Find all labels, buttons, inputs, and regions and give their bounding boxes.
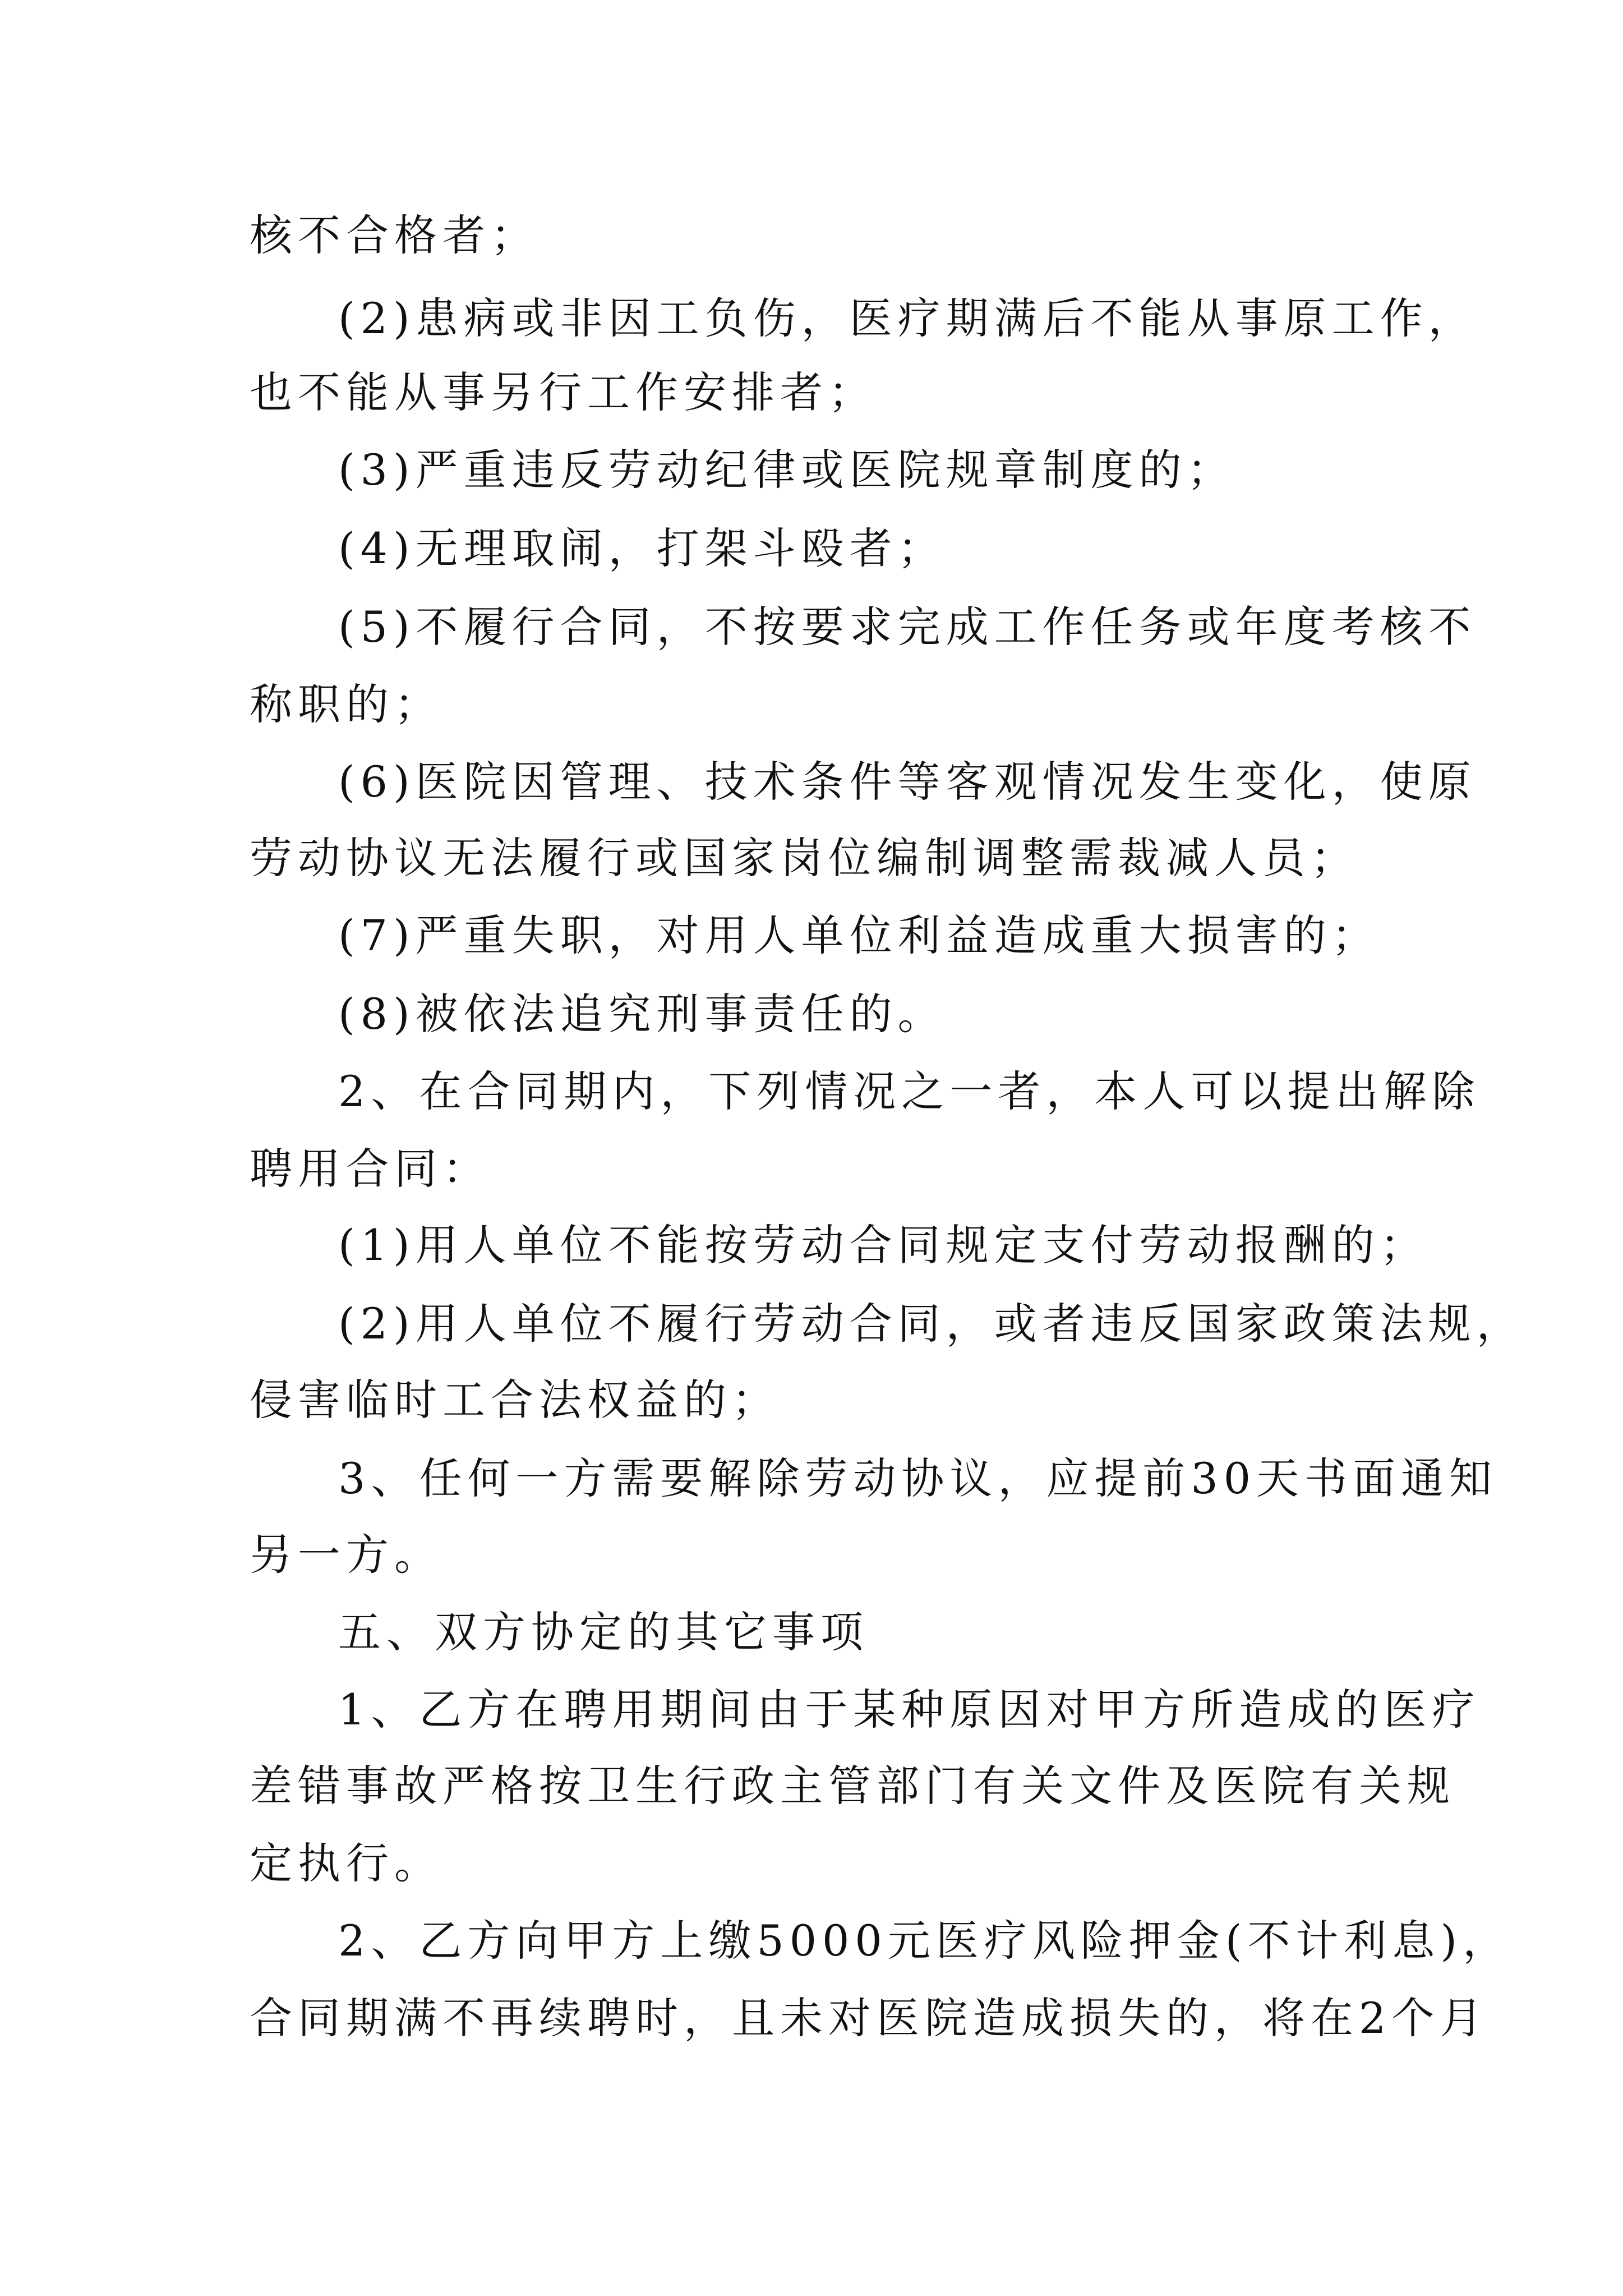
text-line: (1)用人单位不能按劳动合同规定支付劳动报酬的；: [338, 1220, 1428, 1270]
text-line: (5)不履行合同，不按要求完成工作任务或年度考核不: [338, 602, 1477, 652]
text-line: 另一方。: [250, 1530, 442, 1580]
text-line: (4)无理取闹，打架斗殴者；: [338, 523, 946, 573]
text-line: 称职的；: [250, 679, 442, 729]
text-line: 定执行。: [250, 1838, 442, 1888]
text-line: 差错事故严格按卫生行政主管部门有关文件及医院有关规: [250, 1761, 1455, 1811]
text-line: 聘用合同：: [250, 1144, 491, 1194]
text-line: (7)严重失职，对用人单位利益造成重大损害的；: [338, 910, 1380, 960]
text-line: (8)被依法追究刑事责任的。: [338, 989, 946, 1039]
text-line: 也不能从事另行工作安排者；: [250, 367, 877, 417]
text-line: (6)医院因管理、技术条件等客观情况发生变化，使原: [338, 757, 1477, 807]
text-line: 合同期满不再续聘时，且未对医院造成损失的，将在2个月: [250, 1993, 1488, 2043]
text-line: 劳动协议无法履行或国家岗位编制调整需裁减人员；: [250, 833, 1359, 883]
text-line: 核不合格者；: [250, 210, 539, 260]
text-line: 3、任何一方需要解除劳动协议，应提前30天书面通知: [338, 1453, 1498, 1503]
text-line: 侵害临时工合法权益的；: [250, 1375, 780, 1425]
section-heading: 五、双方协定的其它事项: [338, 1607, 869, 1657]
text-line: (3)严重违反劳动纪律或医院规章制度的；: [338, 445, 1235, 495]
text-line: 2、在合同期内，下列情况之一者，本人可以提出解除: [338, 1066, 1481, 1116]
text-line: (2)患病或非因工负伤，医疗期满后不能从事原工作，: [338, 293, 1477, 343]
text-line: 2、乙方向甲方上缴5000元医疗风险押金(不计利息)，: [338, 1916, 1511, 1966]
text-line: (2)用人单位不履行劳动合同，或者违反国家政策法规，: [338, 1299, 1525, 1349]
text-line: 1、乙方在聘用期间由于某种原因对甲方所造成的医疗: [338, 1685, 1481, 1734]
